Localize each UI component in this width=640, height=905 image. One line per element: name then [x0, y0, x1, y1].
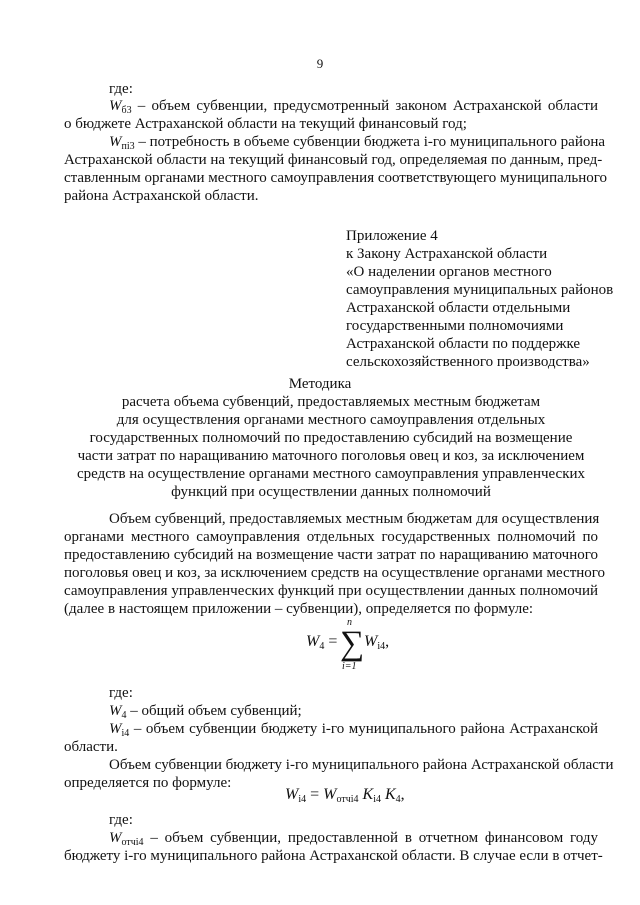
- definition-w-b3-line2: о бюджете Астраханской области на текущий финансовый год;: [64, 116, 467, 132]
- symbol-w: W: [285, 786, 299, 803]
- sum-upper-limit: n: [347, 617, 352, 628]
- symbol-w: W: [364, 633, 378, 650]
- definition-w-pi3-line4: района Астраханской области.: [64, 188, 259, 204]
- definition-w-otchi4-line1: [109, 829, 598, 847]
- subscript-i4: i4: [298, 794, 307, 805]
- title-line: расчета объема субвенций, предоставляемых местным бюджетам: [121, 394, 541, 410]
- paragraph-line: Объем субвенций, предоставляемых местным бюджетам для осуществления: [109, 511, 600, 527]
- equals-sign: =: [310, 786, 320, 803]
- appendix-line: государственными полномочиями: [346, 318, 564, 334]
- formula-1-rhs: [364, 633, 389, 651]
- subscript-b3: б3: [121, 105, 132, 116]
- symbol-w: W: [109, 703, 122, 719]
- comma: ,: [400, 786, 405, 803]
- subscript-otchi4: отчi4: [336, 794, 359, 805]
- formula-2: [285, 786, 405, 804]
- paragraph-line: поголовья овец и коз, за исключением средств на осуществление органами местного: [64, 565, 606, 581]
- symbol-w: W: [109, 721, 122, 737]
- subscript-i4: i4: [373, 794, 381, 805]
- symbol-w: W: [109, 98, 122, 114]
- comma: ,: [385, 633, 390, 650]
- appendix-line: сельскохозяйственного производства»: [346, 354, 590, 370]
- definition-w-pi3-line1: [109, 133, 606, 152]
- formula-1-lhs: [306, 633, 337, 651]
- definition-text: – общий объем субвенций;: [126, 703, 302, 719]
- subscript-4: 4: [121, 710, 127, 721]
- paragraph-line: предоставлению субсидий на возмещение части затрат по наращиванию маточного: [64, 547, 598, 563]
- subscript-otchi4: отчi4: [121, 837, 144, 848]
- where-label-3: где:: [109, 812, 133, 828]
- symbol-k: K: [362, 786, 374, 803]
- appendix-line: Астраханской области по поддержке: [346, 336, 581, 352]
- symbol-w: W: [323, 786, 337, 803]
- paragraph-line: (далее в настоящем приложении – субвенции), определяется по формуле:: [64, 601, 534, 617]
- where-label-2: где:: [109, 685, 133, 701]
- subscript-4: 4: [319, 641, 325, 652]
- appendix-line: «О наделении органов местного: [346, 264, 552, 280]
- title-line: части затрат по наращиванию маточного поголовья овец и коз, за исключением: [77, 448, 585, 464]
- appendix-line: Приложение 4: [346, 228, 438, 244]
- definition-w-otchi4-line2: бюджету i-го муниципального района Астраханской области. В случае если в отчет-: [64, 848, 603, 864]
- appendix-line: к Закону Астраханской области: [346, 246, 548, 262]
- title-line: средств на осуществление органами местного самоуправления управленческих: [76, 466, 586, 482]
- subscript-pi3: пi3: [121, 141, 135, 152]
- paragraph-2-line1: Объем субвенции бюджету i-го муниципального района Астраханской области: [109, 757, 614, 773]
- subscript-i4: i4: [121, 728, 130, 739]
- paragraph-line: органами местного самоуправления отдельных государственных полномочий по: [64, 529, 598, 545]
- methodology-heading: Методика: [288, 376, 352, 392]
- symbol-k: K: [384, 786, 396, 803]
- definition-text: – потребность в объеме субвенции бюджета i-го муниципального района: [134, 134, 606, 150]
- definition-wi4-line2: области.: [64, 739, 118, 755]
- title-line: функций при осуществлении данных полномочий: [171, 484, 491, 500]
- definition-wi4-line1: [109, 720, 598, 738]
- definition-text: – объем субвенции бюджету i-го муниципального района Астраханской: [129, 721, 598, 737]
- equals-sign: =: [328, 633, 338, 650]
- appendix-line: Астраханской области отдельными: [346, 300, 571, 316]
- definition-text: – объем субвенции, предусмотренный законом Астраханской области: [131, 98, 598, 114]
- symbol-w: W: [306, 633, 320, 650]
- paragraph-2-line2: определяется по формуле:: [64, 775, 232, 791]
- title-line: для осуществления органами местного самоуправления отдельных: [116, 412, 546, 428]
- definition-w-pi3-line2: Астраханской области на текущий финансовый год, определяемая по данным, пред-: [64, 152, 603, 168]
- definition-w-b3-line1: [109, 97, 598, 115]
- title-line: государственных полномочий по предоставлению субсидий на возмещение: [89, 430, 573, 446]
- symbol-w: W: [109, 830, 122, 846]
- where-label-1: где:: [109, 81, 133, 97]
- sum-lower-limit: i=1: [342, 661, 357, 672]
- subscript-i4: i4: [377, 641, 386, 652]
- definition-text: – объем субвенции, предоставленной в отчетном финансовом году: [143, 830, 598, 846]
- sigma-icon: ∑: [340, 625, 365, 662]
- paragraph-line: самоуправления управленческих функций при осуществлении данных полномочий: [64, 583, 598, 599]
- symbol-w: W: [109, 134, 122, 150]
- page-number: 9: [316, 56, 324, 71]
- definition-w4: [109, 702, 302, 720]
- appendix-line: самоуправления муниципальных районов: [346, 282, 614, 298]
- subscript-4: 4: [395, 794, 401, 805]
- definition-w-pi3-line3: ставленным органами местного самоуправления соответствующего муниципального: [64, 170, 608, 186]
